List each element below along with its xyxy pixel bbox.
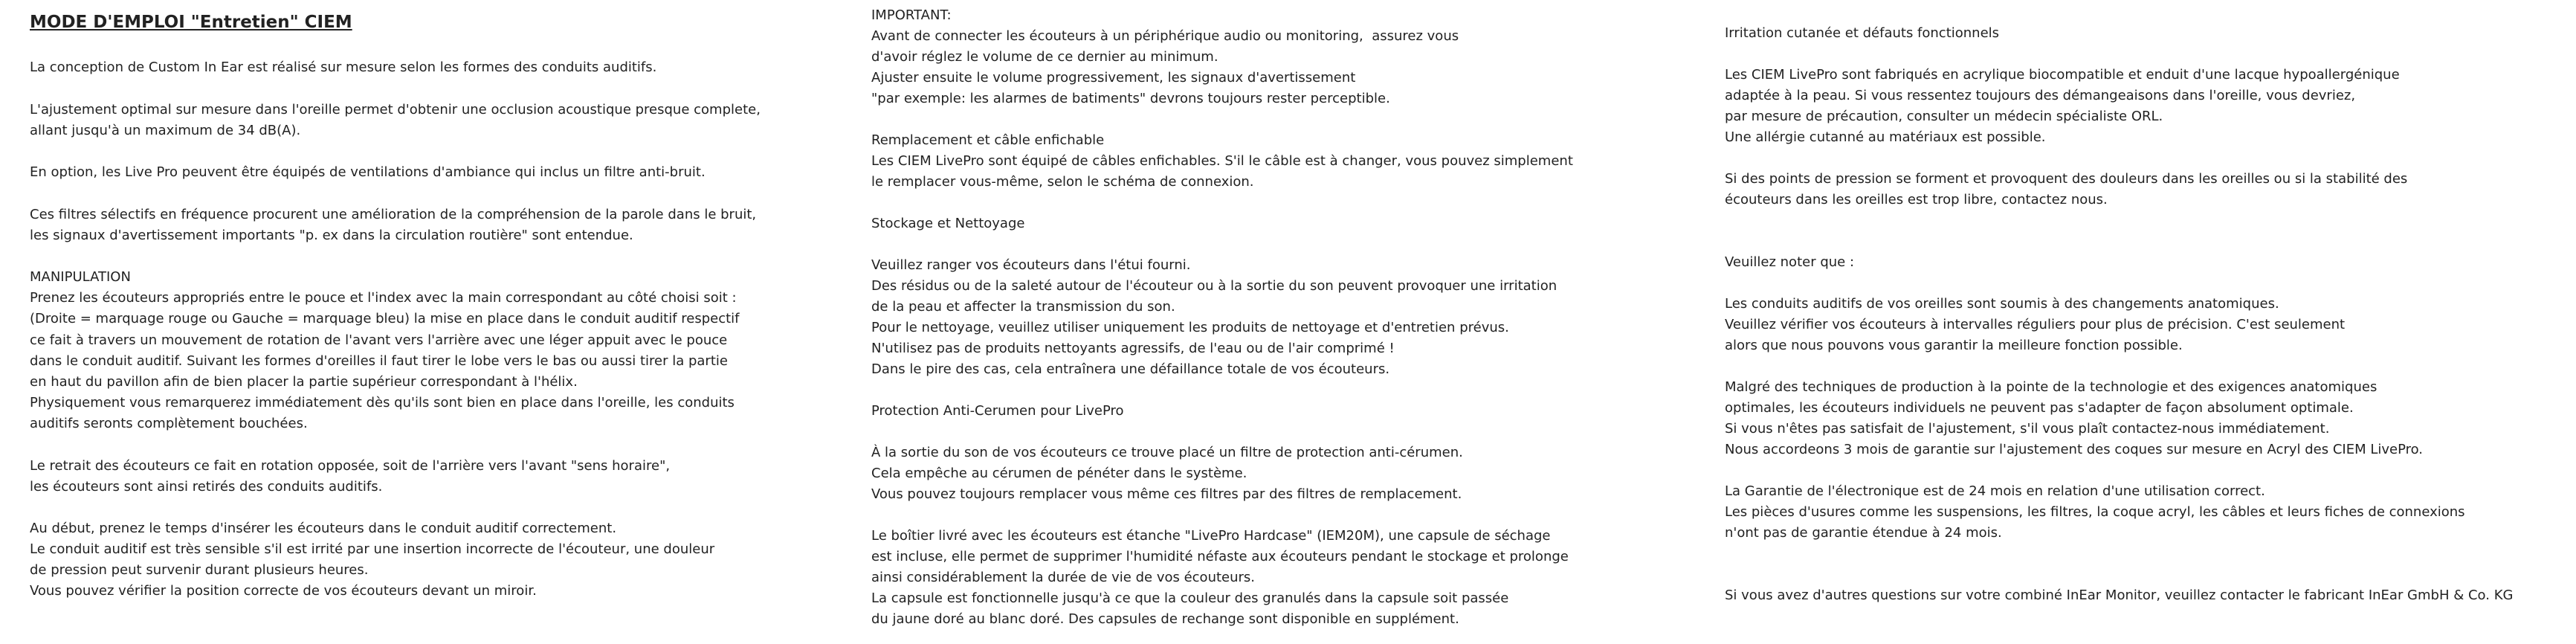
text-line: dans le conduit auditif. Suivant les formes d'oreilles il faut tirer le lobe vers le bas ou aussi tirer la partie [30, 353, 728, 369]
text-line: Irritation cutanée et défauts fonctionnels [1725, 25, 2000, 41]
text-line: du jaune doré au blanc doré. Des capsules de rechange sont disponible en supplément. [871, 611, 1459, 627]
text-line: par mesure de précaution, consulter un médecin spécialiste ORL. [1725, 109, 2163, 124]
text-line: adaptée à la peau. Si vous ressentez toujours des démangeaisons dans l'oreille, vous devriez, [1725, 88, 2356, 103]
text-line: Protection Anti-Cerumen pour LivePro [871, 403, 1124, 419]
text-line: alors que nous pouvons vous garantir la meilleure fonction possible. [1725, 338, 2183, 353]
text-line: La capsule est fonctionnelle jusqu'à ce que la couleur des granulés dans la capsule soit passée [871, 590, 1509, 606]
text-line: Remplacement et câble enfichable [871, 132, 1105, 148]
text-line: Dans le pire des cas, cela entraînera une défaillance totale de vos écouteurs. [871, 361, 1390, 377]
text-line: les écouteurs sont ainsi retirés des conduits auditifs. [30, 479, 383, 495]
text-line: écouteurs dans les oreilles est trop libre, contactez nous. [1725, 192, 2108, 207]
text-line: d'avoir réglez le volume de ce dernier au minimum. [871, 49, 1218, 65]
text-line: Veuillez vérifier vos écouteurs à intervalles réguliers pour plus de précision. C'est seulement [1725, 317, 2346, 332]
text-line: Les CIEM LivePro sont équipé de câbles enfichables. S'il le câble est à changer, vous pouvez simplement [871, 153, 1573, 169]
text-line: Physiquement vous remarquerez immédiatement dès qu'ils sont bien en place dans l'oreille, les conduits [30, 395, 735, 410]
text-line: Veuillez ranger vos écouteurs dans l'étui fourni. [871, 257, 1191, 273]
text-line: Des résidus ou de la saleté autour de l'écouteur ou à la sortie du son peuvent provoquer une irritation [871, 278, 1557, 294]
text-line: N'utilisez pas de produits nettoyants agressifs, de l'eau ou de l'air comprimé ! [871, 341, 1395, 356]
text-line: Vous pouvez toujours remplacer vous même ces filtres par des filtres de remplacement. [871, 486, 1462, 502]
text-line: ce fait à travers un mouvement de rotation de l'avant vers l'arrière avec une léger appuit avec le pouce [30, 332, 728, 348]
text-line: Si vous n'êtes pas satisfait de l'ajustement, s'il vous plaît contactez-nous immédiatement. [1725, 421, 2330, 437]
text-line: Pour le nettoyage, veuillez utiliser uniquement les produits de nettoyage et d'entretien prévus. [871, 320, 1509, 335]
text-line: Le conduit auditif est très sensible s'il est irrité par une insertion incorrecte de l'écouteur, une douleur [30, 541, 715, 557]
text-line: est incluse, elle permet de supprimer l'humidité néfaste aux écouteurs pendant le stockage et prolonge [871, 549, 1569, 564]
text-line: Le retrait des écouteurs ce fait en rotation opposée, soit de l'arrière vers l'avant "sens horaire", [30, 458, 671, 474]
text-line: Ces filtres sélectifs en fréquence procurent une amélioration de la compréhension de la parole dans le bruit, [30, 207, 757, 222]
text-line: Si vous avez d'autres questions sur votre combiné InEar Monitor, veuillez contacter le fabricant InEar GmbH & Co. KG [1725, 587, 2514, 603]
text-line: de pression peut survenir durant plusieurs heures. [30, 562, 369, 578]
text-line: Nous accordeons 3 mois de garantie sur l'ajustement des coques sur mesure en Acryl des CIEM LivePro. [1725, 442, 2424, 457]
text-line: les signaux d'avertissement importants "p. ex dans la circulation routière" sont entendue. [30, 228, 633, 243]
text-line: ainsi considérablement la durée de vie de vos écouteurs. [871, 570, 1256, 585]
text-line: n'ont pas de garantie étendue à 24 mois. [1725, 525, 2002, 541]
text-line: Avant de connecter les écouteurs à un périphérique audio ou monitoring, assurez vous [871, 28, 1459, 44]
text-line: allant jusqu'à un maximum de 34 dB(A). [30, 123, 301, 138]
text-line: Prenez les écouteurs appropriés entre le pouce et l'index avec la main correspondant au côté choisi soit : [30, 290, 737, 306]
text-line: le remplacer vous-même, selon le schéma de connexion. [871, 174, 1254, 190]
text-line: Au début, prenez le temps d'insérer les écouteurs dans le conduit auditif correctement. [30, 521, 617, 536]
text-line: "par exemple: les alarmes de batiments" devrons toujours rester perceptible. [871, 91, 1390, 106]
text-line: La conception de Custom In Ear est réalisé sur mesure selon les formes des conduits auditifs. [30, 59, 657, 75]
text-line: Une allérgie cutanné au matériaux est possible. [1725, 129, 2046, 145]
text-line: Si des points de pression se forment et provoquent des douleurs dans les oreilles ou si la stabilité des [1725, 171, 2408, 187]
text-line: optimales, les écouteurs individuels ne peuvent pas s'adapter de façon absolument optimale. [1725, 400, 2354, 416]
text-line: Les CIEM LivePro sont fabriqués en acrylique biocompatible et enduit d'une lacque hypoallergénique [1725, 67, 2400, 83]
text-line: de la peau et affecter la transmission du son. [871, 299, 1175, 315]
text-line: À la sortie du son de vos écouteurs ce trouve placé un filtre de protection anti-cérumen. [871, 445, 1463, 460]
text-line: Vous pouvez vérifier la position correcte de vos écouteurs devant un miroir. [30, 583, 537, 599]
text-line: IMPORTANT: [871, 7, 952, 23]
text-line: Malgré des techniques de production à la pointe de la technologie et des exigences anatomiques [1725, 379, 2378, 395]
text-line: Stockage et Nettoyage [871, 216, 1025, 231]
text-line: Cela empêche au cérumen de pénéter dans le système. [871, 466, 1247, 481]
text-line: MANIPULATION [30, 269, 131, 285]
text-line: Veuillez noter que : [1725, 254, 1855, 270]
text-line: auditifs seronts complètement bouchées. [30, 416, 308, 431]
text-line: Les conduits auditifs de vos oreilles sont soumis à des changements anatomiques. [1725, 296, 2279, 312]
text-line: Les pièces d'usures comme les suspensions, les filtres, la coque acryl, les câbles et leurs fiches de connexions [1725, 504, 2465, 520]
text-line: (Droite = marquage rouge ou Gauche = marquage bleu) la mise en place dans le conduit auditif respectif [30, 311, 740, 326]
text-line: En option, les Live Pro peuvent être équipés de ventilations d'ambiance qui inclus un filtre anti-bruit. [30, 164, 706, 180]
text-line: Ajuster ensuite le volume progressivement, les signaux d'avertissement [871, 70, 1356, 86]
text-line: La Garantie de l'électronique est de 24 mois en relation d'une utilisation correct. [1725, 483, 2265, 499]
document-title: MODE D'EMPLOI "Entretien" CIEM [30, 13, 352, 32]
text-line: Le boîtier livré avec les écouteurs est étanche "LivePro Hardcase" (IEM20M), une capsule de séchage [871, 528, 1551, 544]
text-line: en haut du pavillon afin de bien placer la partie supérieur correspondant à l'hélix. [30, 374, 578, 390]
text-line: L'ajustement optimal sur mesure dans l'oreille permet d'obtenir une occlusion acoustique presque complete, [30, 102, 761, 117]
